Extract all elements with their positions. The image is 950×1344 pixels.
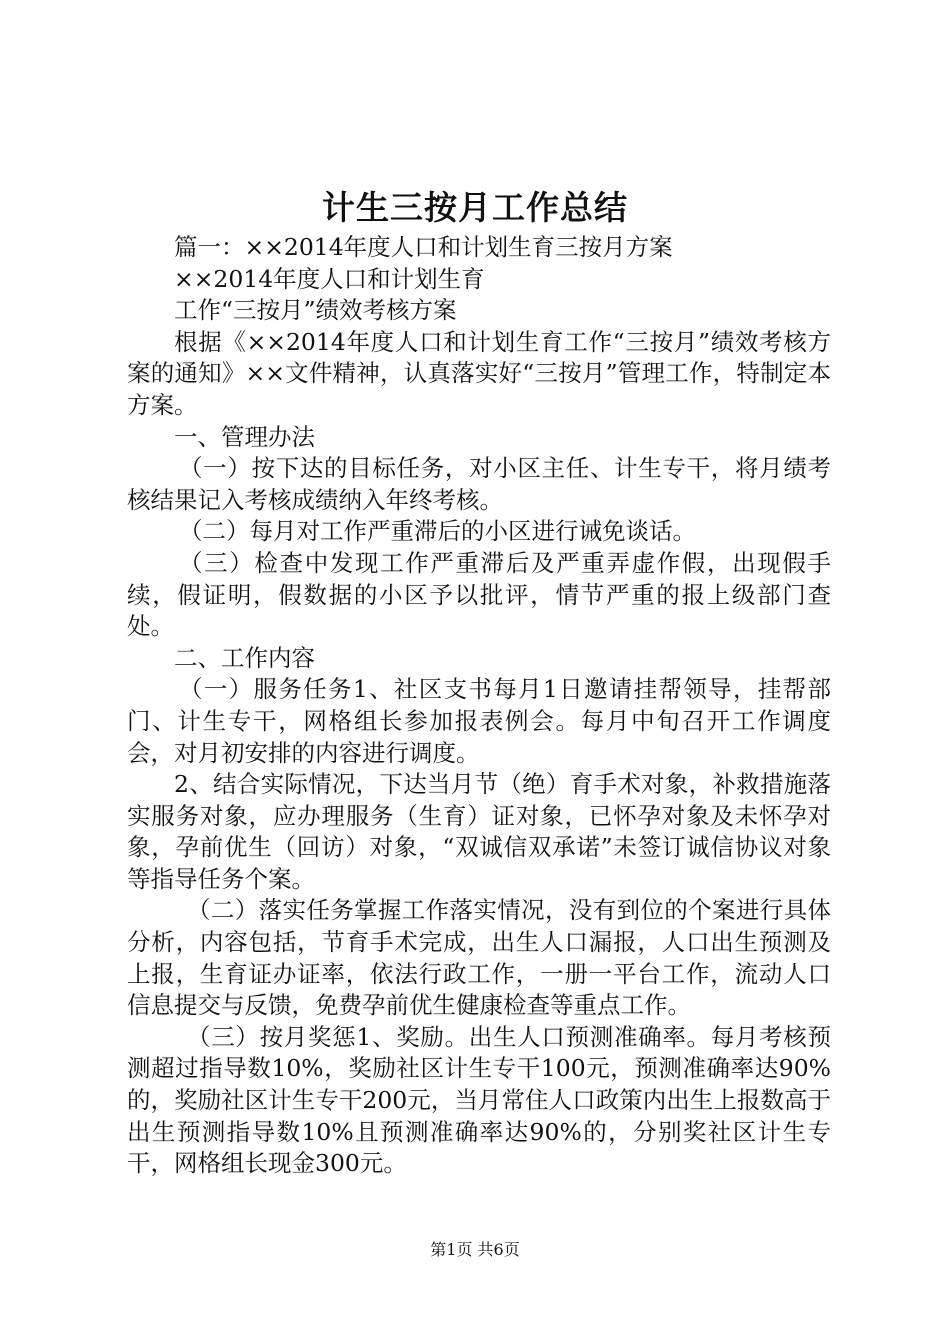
paragraph-work-item-1: （一）服务任务1、社区支书每月1日邀请挂帮领导，挂帮部门、计生专干，网格组长参加报表例会。每月中旬召开工作调度会，对月初安排的内容进行调度。 xyxy=(127,675,831,767)
paragraph-work-item-1-2: 2、结合实际情况，下达当月节（绝）育手术对象，补救措施落实服务对象，应办理服务（生育）证对象，已怀孕对象及未怀孕对象，孕前优生（回访）对象，“双诚信双承诺”未签订诚信协议对象等指导任务个案。 xyxy=(127,770,831,893)
paragraph-management-item-2: （二）每月对工作严重滞后的小区进行诫免谈话。 xyxy=(179,517,696,546)
paragraph-work-item-3: （三）按月奖惩1、奖励。出生人口预测准确率。每月考核预测超过指导数10%，奖励社区计生专干100元，预测准确率达90%的，奖励社区计生专干200元，当月常住人口政策内出生上报数高于出生预测指导数10%且预测准确率达90%的，分别奖社区计生专干，网格组长现金300元。 xyxy=(127,1022,831,1178)
paragraph-plan-title-line1: ××2014年度人口和计划生育 xyxy=(174,264,485,293)
document-body xyxy=(127,232,831,1180)
paragraph-management-item-1: （一）按下达的目标任务，对小区主任、计生专干，将月绩考核结果记入考核成绩纳入年终考核。 xyxy=(127,454,831,514)
paragraph-management-item-3: （三）检查中发现工作严重滞后及严重弄虚作假，出现假手续，假证明，假数据的小区予以批评，情节严重的报上级部门查处。 xyxy=(127,548,831,641)
section-heading-management: 一、管理办法 xyxy=(174,422,315,451)
paragraph-intro: 根据《××2014年度人口和计划生育工作“三按月”绩效考核方案的通知》××文件精神，认真落实好“三按月”管理工作，特制定本方案。 xyxy=(127,327,831,419)
document-title: 计生三按月工作总结 xyxy=(322,188,628,227)
paragraph-work-item-2: （二）落实任务掌握工作落实情况，没有到位的个案进行具体分析，内容包括，节育手术完成，出生人口漏报，人口出生预测及上报，生育证办证率，依法行政工作，一册一平台工作，流动人口信息提交与反馈，免费孕前优生健康检查等重点工作。 xyxy=(127,896,831,1020)
section-heading-work-content: 二、工作内容 xyxy=(174,643,315,672)
page-footer: 第1页 共6页 xyxy=(430,1240,520,1259)
paragraph-plan-title-line2: 工作“三按月”绩效考核方案 xyxy=(174,296,457,325)
paragraph-chapter-heading: 篇一：××2014年度人口和计划生育三按月方案 xyxy=(174,233,673,261)
